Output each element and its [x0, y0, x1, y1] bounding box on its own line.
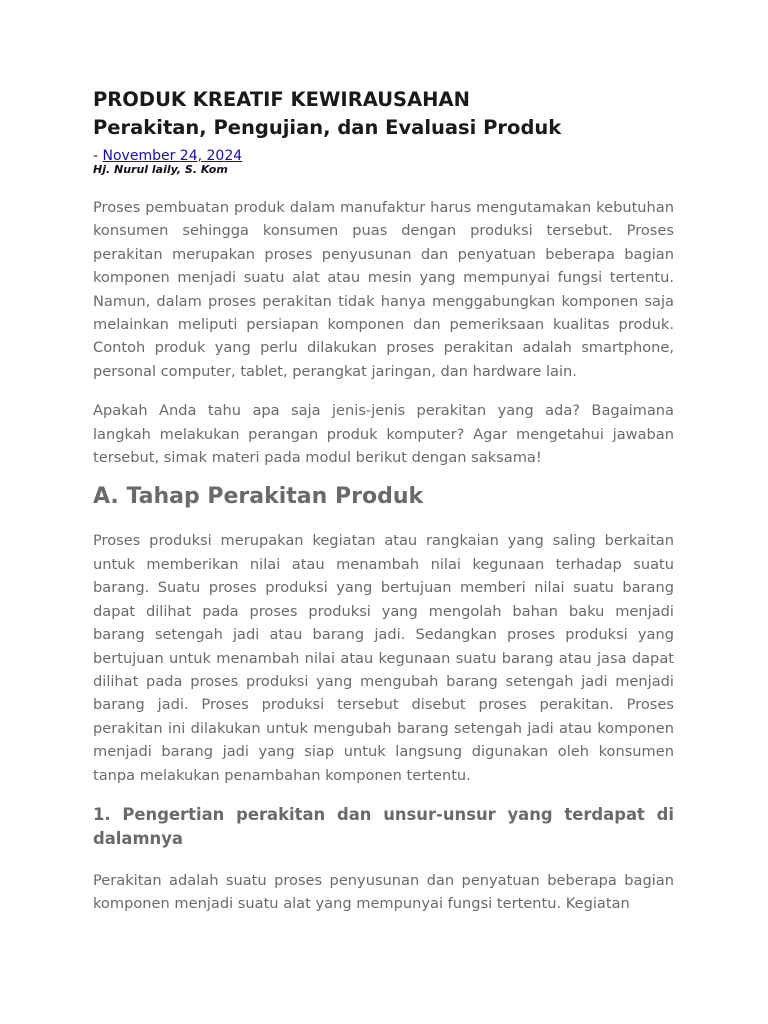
- author-name: Hj. Nurul laily, S. Kom: [93, 163, 228, 176]
- section-a-heading: A. Tahap Perakitan Produk: [93, 484, 424, 510]
- document-page: [93, 86, 674, 916]
- subsection-1-heading: 1. Pengertian perakitan dan unsur-unsur yang terdapat di dalamnya: [93, 804, 674, 848]
- document-subtitle: Perakitan, Pengujian, dan Evaluasi Produk: [93, 116, 562, 139]
- post-date-link[interactable]: November 24, 2024: [102, 148, 243, 164]
- intro-paragraph: Proses pembuatan produk dalam manufaktur harus mengutamakan kebutuhan konsumen sehingga konsumen puas dengan produksi tersebut. Proses perakitan merupakan proses penyusunan dan penyatuan beberapa bagian komponen menjadi suatu alat atau mesin yang mempunyai fungsi tertentu. Namun, dalam proses perakitan tidak hanya menggabungkan komponen saja melainkan meliputi persiapan komponen dan pemeriksaan kualitas produk. Contoh produk yang perlu dilakukan proses perakitan adalah smartphone, personal computer, tablet, perangkat jaringan, dan hardware lain.: [93, 199, 674, 380]
- post-date-line: [93, 148, 674, 164]
- document-title: PRODUK KREATIF KEWIRAUSAHAN: [93, 88, 470, 111]
- subsection-1-paragraph: Perakitan adalah suatu proses penyusunan dan penyatuan beberapa bagian komponen menjadi suatu alat yang mempunyai fungsi tertentu. Kegiatan: [93, 871, 674, 913]
- section-a-paragraph: Proses produksi merupakan kegiatan atau rangkaian yang saling berkaitan untuk memberikan nilai atau menambah nilai kegunaan terhadap suatu barang. Suatu proses produksi yang bertujuan memberi nilai suatu barang dapat dilihat pada proses produksi yang mengolah bahan baku menjadi barang setengah jadi atau barang jadi. Sedangkan proses produksi yang bertujuan untuk menambah nilai atau kegunaan suatu barang atau jasa dapat dilihat pada proses produksi yang mengubah barang setengah jadi menjadi barang jadi. Proses produksi tersebut disebut proses perakitan. Proses perakitan ini dilakukan untuk mengubah barang setengah jadi atau komponen menjadi barang jadi yang siap untuk langsung digunakan oleh konsumen tanpa melakukan penambahan komponen tertentu.: [93, 532, 674, 784]
- question-paragraph: Apakah Anda tahu apa saja jenis-jenis perakitan yang ada? Bagaimana langkah melakukan perangan produk komputer? Agar mengetahui jawaban tersebut, simak materi pada modul berikut dengan saksama!: [93, 402, 674, 467]
- date-prefix: -: [93, 148, 103, 164]
